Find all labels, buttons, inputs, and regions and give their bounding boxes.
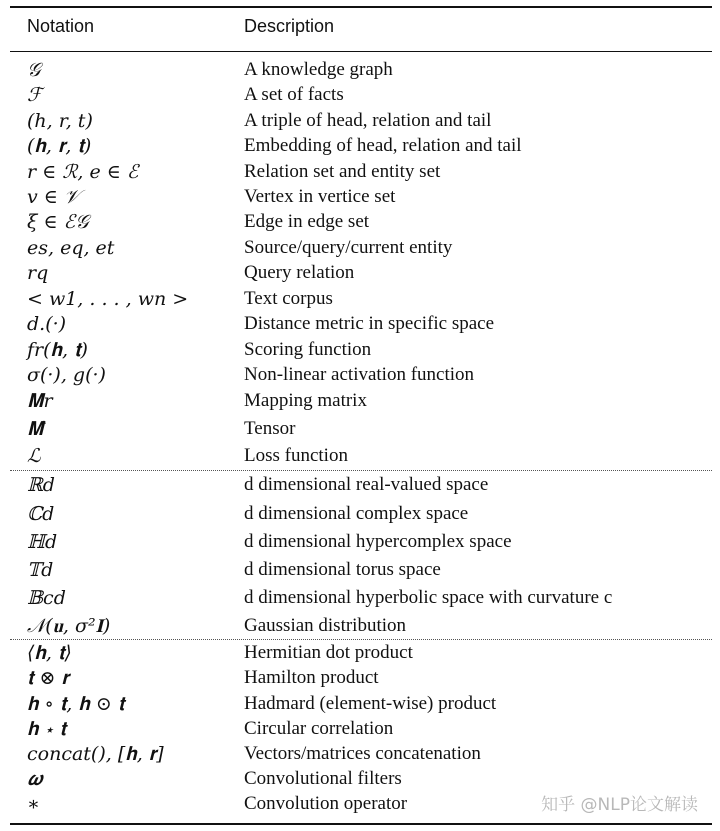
table-row — [10, 59, 712, 83]
notation-cell: 𝐡 ∘ 𝐭, 𝐡 ⊙ 𝐭 — [27, 693, 125, 715]
table-row — [10, 743, 712, 767]
table-row — [10, 161, 712, 185]
notation-cell: 𝐌̂ — [27, 418, 44, 440]
notation-cell: 𝐭 ⊗ 𝐫 — [27, 667, 69, 689]
description-cell: d dimensional complex space — [244, 503, 469, 524]
notation-cell: 𝔹cd — [27, 587, 66, 609]
table-row — [10, 135, 712, 159]
description-cell: Scoring function — [244, 339, 372, 360]
description-cell: A knowledge graph — [244, 59, 393, 80]
table-row — [10, 110, 712, 134]
description-cell: Hamilton product — [244, 667, 379, 688]
notation-cell: ℍd — [27, 531, 58, 553]
table-row — [10, 503, 712, 527]
description-cell: d dimensional hypercomplex space — [244, 531, 512, 552]
table-row — [10, 615, 712, 639]
table-row — [10, 418, 712, 442]
notation-cell: 𝐡 ⋆ 𝐭 — [27, 718, 66, 740]
table-row — [10, 531, 712, 555]
description-cell: Edge in edge set — [244, 211, 370, 232]
description-cell: d dimensional real-valued space — [244, 474, 489, 495]
notation-cell: 𝒢 — [27, 59, 41, 81]
dotted-separator — [10, 639, 712, 640]
notation-cell: σ(·), g(·) — [27, 364, 106, 386]
notation-cell: ℝd — [27, 474, 55, 496]
notation-cell: ℱ — [27, 84, 42, 106]
table-row — [10, 587, 712, 611]
notation-cell: (h, r, t) — [27, 110, 93, 132]
table-row — [10, 288, 712, 312]
table-row — [10, 768, 712, 792]
table-row — [10, 693, 712, 717]
dotted-separator — [10, 470, 712, 471]
header-notation: Notation — [27, 16, 95, 36]
header-rule — [10, 51, 712, 52]
table-row — [10, 313, 712, 337]
description-cell: Hermitian dot product — [244, 642, 413, 663]
table-row — [10, 390, 712, 414]
table-row — [10, 339, 712, 363]
description-cell: Gaussian distribution — [244, 615, 407, 636]
notation-cell: v ∈ 𝒱 — [27, 186, 80, 208]
table-row — [10, 642, 712, 666]
description-cell: Query relation — [244, 262, 355, 283]
description-cell: Vertex in vertice set — [244, 186, 396, 207]
description-cell: Relation set and entity set — [244, 161, 441, 182]
notation-cell: r ∈ ℛ, e ∈ ℰ — [27, 161, 139, 183]
notation-cell: fr(𝐡, 𝐭) — [27, 339, 88, 361]
notation-cell: concat(), [𝐡, 𝐫] — [27, 743, 164, 765]
table-row — [10, 364, 712, 388]
table-row — [10, 262, 712, 286]
table-row — [10, 445, 712, 469]
bottom-rule — [10, 823, 712, 825]
notation-cell: ∗ — [27, 793, 40, 815]
table-row — [10, 667, 712, 691]
notation-cell: 𝝎 — [27, 768, 43, 790]
description-cell: Vectors/matrices concatenation — [244, 743, 481, 764]
description-cell: Source/query/current entity — [244, 237, 453, 258]
notation-cell: (𝐡, 𝐫, 𝐭) — [27, 135, 92, 157]
notation-cell: d.(·) — [27, 313, 67, 335]
notation-cell: rq — [27, 262, 49, 284]
notation-cell: ξ ∈ ℰ𝒢 — [27, 211, 89, 233]
table-row — [10, 84, 712, 108]
watermark: 知乎 @NLP论文解读 — [541, 795, 698, 815]
description-cell: Tensor — [244, 418, 296, 439]
table-row — [10, 718, 712, 742]
description-cell: Circular correlation — [244, 718, 394, 739]
description-cell: A triple of head, relation and tail — [244, 110, 492, 131]
notation-cell: ℒ — [27, 445, 41, 467]
table-row — [10, 474, 712, 498]
table-row — [10, 186, 712, 210]
table-row — [10, 211, 712, 235]
description-cell: d dimensional hyperbolic space with curvature c — [244, 587, 613, 608]
description-cell: Convolution operator — [244, 793, 408, 814]
description-cell: Text corpus — [244, 288, 333, 309]
description-cell: Convolutional filters — [244, 768, 402, 789]
description-cell: A set of facts — [244, 84, 344, 105]
table-row — [10, 559, 712, 583]
description-cell: d dimensional torus space — [244, 559, 441, 580]
notation-cell: 𝒩(𝐮, σ²𝐈) — [27, 615, 111, 637]
notation-cell: 𝐌r — [27, 390, 53, 412]
description-cell: Hadmard (element-wise) product — [244, 693, 497, 714]
description-cell: Embedding of head, relation and tail — [244, 135, 522, 156]
notation-cell: ⟨𝐡, 𝐭⟩ — [27, 642, 72, 664]
notation-cell: ℂd — [27, 503, 55, 525]
description-cell: Non-linear activation function — [244, 364, 475, 385]
notation-cell: 𝕋d — [27, 559, 54, 581]
description-cell: Loss function — [244, 445, 348, 466]
notation-cell: es, eq, et — [27, 237, 115, 259]
notation-cell: < w1, . . . , wn > — [27, 288, 189, 310]
table-row — [10, 237, 712, 261]
description-cell: Distance metric in specific space — [244, 313, 495, 334]
top-rule — [10, 6, 712, 8]
header-description: Description — [244, 16, 335, 36]
description-cell: Mapping matrix — [244, 390, 367, 411]
